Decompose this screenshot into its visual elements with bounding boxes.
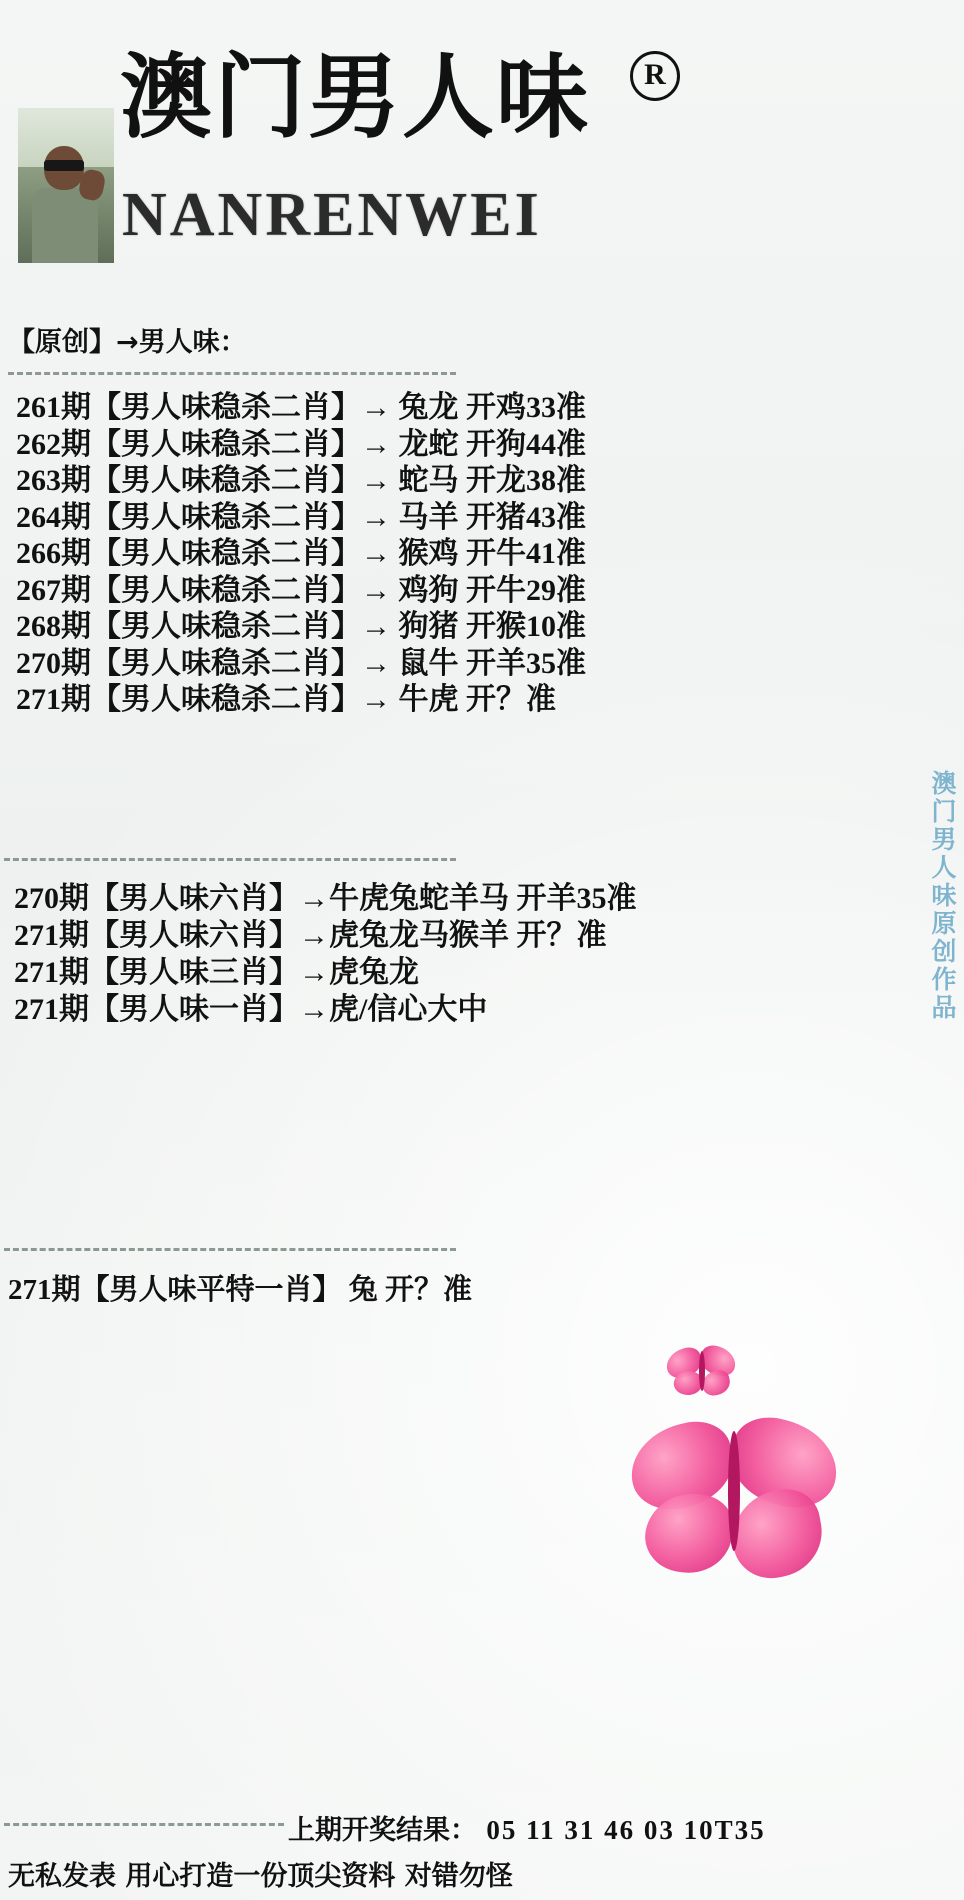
list-item: 271期【男人味平特一肖】 兔 开？准 xyxy=(8,1274,473,1306)
list-item: 268期【男人味稳杀二肖】→ 狗猪 开猴10准 xyxy=(16,610,586,643)
footer-slogan: 无私发表 用心打造一份顶尖资料 对错勿怪 xyxy=(8,1861,513,1892)
divider-footer xyxy=(4,1823,284,1826)
last-draw-label: 上期开奖结果： xyxy=(288,1815,477,1846)
sunglasses-icon xyxy=(44,160,84,171)
list-item: 263期【男人味稳杀二肖】→ 蛇马 开龙38准 xyxy=(16,464,586,497)
list-item: 266期【男人味稳杀二肖】→ 猴鸡 开牛41准 xyxy=(16,537,586,570)
last-draw-result xyxy=(288,1808,766,1847)
list-item: 264期【男人味稳杀二肖】→ 马羊 开猪43准 xyxy=(16,500,586,534)
kill-two-list xyxy=(16,390,586,719)
list-item: 267期【男人味稳杀二肖】→ 鸡狗 开牛29准 xyxy=(16,573,586,607)
divider-top xyxy=(8,372,456,375)
butterfly-icon xyxy=(666,1345,738,1403)
butterfly-large-icon xyxy=(630,1415,840,1605)
list-item: 271期【男人味六肖】→虎兔龙马猴羊 开？准 xyxy=(14,919,607,952)
brand-title-cn: 澳门男人味 xyxy=(120,44,591,151)
last-draw-numbers: 05 11 31 46 03 10T35 xyxy=(486,1815,766,1845)
registered-trademark-icon xyxy=(630,44,680,101)
divider-lower xyxy=(4,1248,456,1251)
list-item: 271期【男人味三肖】→虎兔龙 xyxy=(14,956,419,989)
header xyxy=(0,0,964,300)
multi-pick-list xyxy=(14,880,637,1028)
divider-middle xyxy=(4,858,456,861)
brand-title-en: NANRENWEI xyxy=(122,181,542,249)
list-item: 270期【男人味六肖】→牛虎兔蛇羊马 开羊35准 xyxy=(14,882,637,915)
list-item: 262期【男人味稳杀二肖】→ 龙蛇 开狗44准 xyxy=(16,427,586,461)
list-item: 261期【男人味稳杀二肖】→ 兔龙 开鸡33准 xyxy=(16,391,586,424)
registered-mark-letter: R xyxy=(630,51,680,101)
flat-pick-list xyxy=(8,1272,472,1309)
list-item: 271期【男人味稳杀二肖】→ 牛虎 开？准 xyxy=(16,683,556,716)
section-label-original: 【原创】→男人味： xyxy=(8,327,247,358)
watermark-vertical: 澳门男人味原创作品 xyxy=(928,770,957,1022)
list-item: 271期【男人味一肖】→虎/信心大中 xyxy=(14,993,488,1026)
avatar xyxy=(18,108,114,263)
list-item: 270期【男人味稳杀二肖】→ 鼠牛 开羊35准 xyxy=(16,646,586,680)
